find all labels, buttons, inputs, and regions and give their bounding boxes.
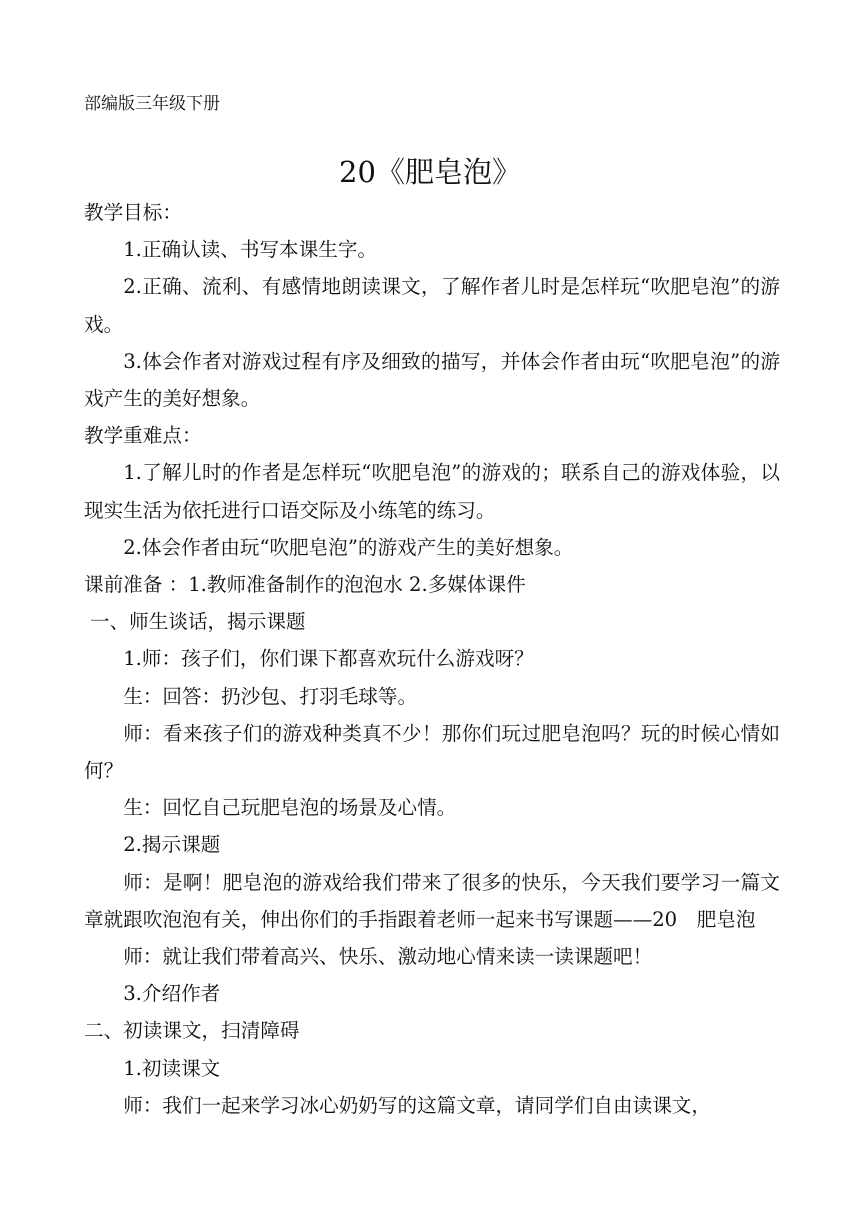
section-heading: 教学目标： — [84, 201, 182, 224]
paragraph: 师：就让我们带着高兴、快乐、激动地心情来读一读课题吧！ — [123, 945, 653, 969]
paragraph: 师：我们一起来学习冰心奶奶写的这篇文章，请同学们自由读课文， — [123, 1093, 711, 1117]
paragraph: 2.体会作者由玩“吹肥皂泡”的游戏产生的美好想象。 — [123, 535, 574, 559]
paragraph: 1.初读课文 — [123, 1056, 221, 1080]
paragraph: 3.体会作者对游戏过程有序及细致的描写，并体会作者由玩“吹肥皂泡”的游戏产生的美好想象。 — [84, 349, 780, 411]
paragraph: 2.正确、流利、有感情地朗读课文，了解作者儿时是怎样玩“吹肥皂泡”的游戏。 — [84, 275, 780, 336]
document-body — [84, 194, 780, 1124]
paragraph: 1.了解儿时的作者是怎样玩“吹肥皂泡”的游戏的；联系自己的游戏体验，以现实生活为依托进行口语交际及小练笔的练习。 — [84, 461, 780, 522]
section-heading: 课前准备 ：1.教师准备制作的泡泡水 2.多媒体课件 — [84, 573, 526, 597]
lesson-title: 20《肥皂泡》 — [339, 155, 521, 189]
paragraph: 1.正确认读、书写本课生字。 — [123, 238, 378, 262]
section-heading: 教学重难点： — [84, 424, 202, 448]
paragraph: 2.揭示课题 — [123, 833, 221, 857]
paragraph: 师：是啊！肥皂泡的游戏给我们带来了很多的快乐，今天我们要学习一篇文章就跟吹泡泡有关，伸出你们的手指跟着老师一起来书写课题——20 肥皂泡 — [84, 870, 780, 931]
page-header: 部编版三年级下册 — [84, 94, 220, 114]
paragraph: 生：回忆自己玩肥皂泡的场景及心情。 — [123, 796, 457, 820]
paragraph: 生：回答：扔沙包、打羽毛球等。 — [123, 684, 418, 708]
paragraph: 1.师：孩子们，你们课下都喜欢玩什么游戏呀？ — [123, 647, 534, 671]
section-heading: 一、师生谈话，揭示课题 — [90, 610, 306, 634]
section-heading: 二、初读课文，扫清障碍 — [84, 1019, 300, 1043]
paragraph: 3.介绍作者 — [123, 982, 221, 1006]
paragraph: 师：看来孩子们的游戏种类真不少！那你们玩过肥皂泡吗？玩的时候心情如何？ — [84, 721, 780, 783]
